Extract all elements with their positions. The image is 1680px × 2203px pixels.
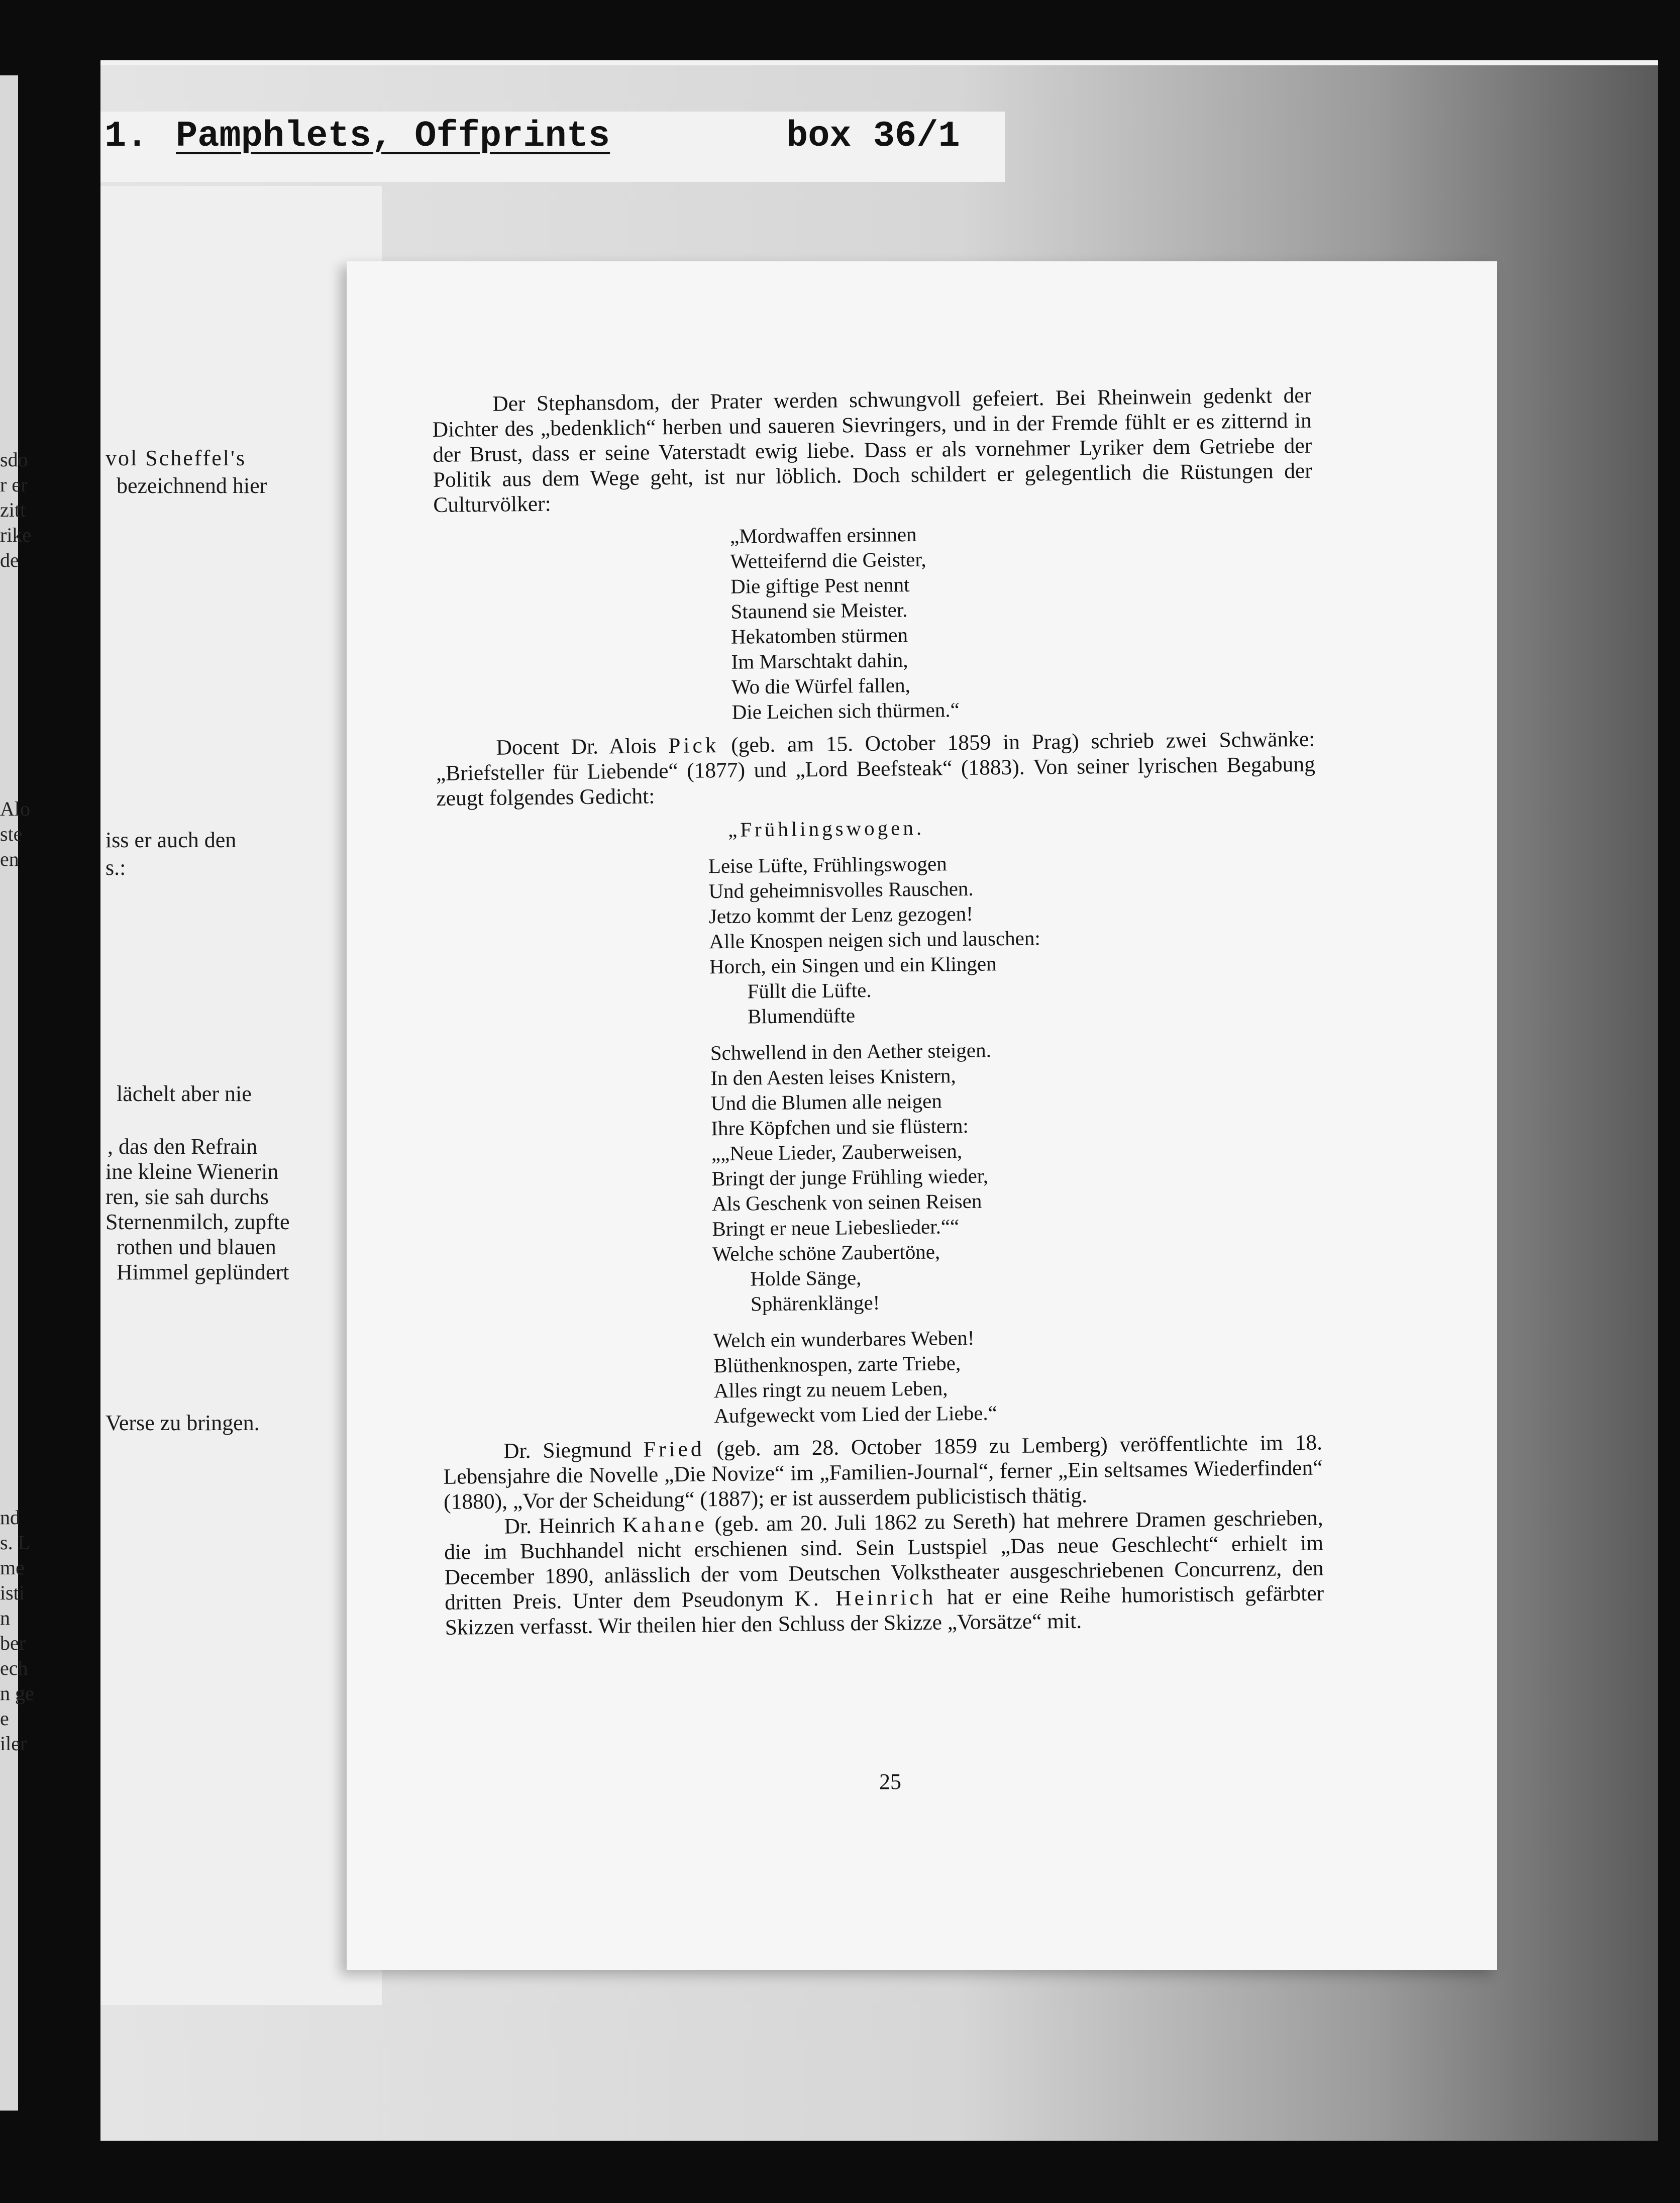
paragraph-text: (geb. am 28. October 1859 zu Lemberg) veröffentlichte im 18. Lebensjahre die Novelle „Die Novize“ im „Familien-Journal“, ferner „Ein seltsames Wiederfinden“ (1880), „Vor der Scheidung“ (1887); er ist ausserdem publicistisch thätig. <box>443 1430 1323 1514</box>
poem-line: „Mordwaffen ersinnen <box>729 522 917 548</box>
poem-line: Und geheimnisvolles Rauschen. <box>708 876 974 903</box>
poem-line: Ihre Köpfchen und sie flüstern: <box>711 1114 969 1140</box>
poem-line: Die giftige Pest nennt <box>730 573 910 598</box>
edge-fragment: isti <box>0 1581 25 1604</box>
page-number: 25 <box>879 1769 901 1794</box>
pseudonym: K. Heinrich <box>794 1585 936 1611</box>
poem-mordwaffen <box>730 518 1315 725</box>
poem-line: Aufgeweckt vom Lied der Liebe.“ <box>714 1401 998 1428</box>
edge-fragment: Alo <box>0 797 30 820</box>
poem-line: Welche schöne Zaubertöne, <box>712 1240 940 1266</box>
paragraph-text: (geb. am 15. October 1859 in Prag) schrieb zwei Schwänke: „Briefsteller für Liebende“ (1877) und „Lord Beefsteak“ (1883). Von seiner lyrischen Begabung zeugt folgendes Gedicht: <box>436 727 1316 811</box>
poem-line: Sphärenklänge! <box>750 1290 880 1316</box>
poem-line: Jetzo kommt der Lenz gezogen! <box>708 902 974 928</box>
poem-line: Bringt der junge Frühling wieder, <box>711 1164 989 1190</box>
paragraph-text: hat er eine Reihe humoristisch gefärbter Skizzen verfasst. Wir theilen hier den Schluss der Skizze „Vorsätze“ mit. <box>445 1581 1324 1640</box>
paragraph-text: Dr. Siegmund <box>503 1437 632 1463</box>
edge-fragment: sdo <box>0 448 28 471</box>
poem-line: Und die Blumen alle neigen <box>710 1089 942 1115</box>
edge-fragment: ste <box>0 823 23 845</box>
edge-fragment: en <box>0 848 19 870</box>
poem-line: Alles ringt zu neuem Leben, <box>713 1376 948 1403</box>
author-name: Fried <box>643 1437 705 1462</box>
paragraph-text: (geb. am 20. Juli 1862 zu Sereth) hat mehrere Dramen geschrieben, die im Buchhandel nicht erschienen sind. Sein Lustspiel „Das neue Geschlecht“ erhielt im December 1890, anlässlich der vom Deutschen Volkstheater ausgeschriebenen Concurrenz, den dritten Preis. Unter dem Pseudonym <box>444 1506 1324 1615</box>
poem-line: „„Neue Lieder, Zauberweisen, <box>711 1139 963 1165</box>
edge-fragment: e <box>0 1707 9 1730</box>
underlying-text-fragment: Sternenmilch, zupfte <box>106 1210 290 1234</box>
poem-line: Hekatomben stürmen <box>730 623 908 648</box>
underlying-text-fragment: , das den Refrain <box>108 1134 258 1159</box>
poem-line: Leise Lüfte, Frühlingswogen <box>708 852 947 878</box>
edge-fragment: s. L <box>0 1531 30 1554</box>
adjacent-page-edge <box>0 75 18 2111</box>
underlying-text-fragment: ine kleine Wienerin <box>106 1159 279 1184</box>
poem-line: Blüthenknospen, zarte Triebe, <box>713 1351 961 1377</box>
poem-line: Bringt er neue Liebeslieder.““ <box>712 1215 960 1241</box>
poem-line: Staunend sie Meister. <box>730 598 908 623</box>
paragraph: Der Stephansdom, der Prater werden schwungvoll gefeiert. Bei Rheinwein gedenkt der Dichter des „bedenklich“ herben und saueren Sievringers, und in der Fremde fühlt er es zitternd in der Brust, dass er seine Vaterstadt ewig liebe. Dass er als vornehmer Lyriker dem Getriebe der Politik aus dem Wege geht, ist nur löblich. Doch schildert er gelegentlich die Rüstungen der Culturvölker: <box>432 383 1312 517</box>
poem-line: Wetteifernd die Geister, <box>730 547 926 573</box>
underlying-text-fragment: rothen und blauen <box>117 1235 276 1259</box>
poem-line: Schwellend in den Aether steigen. <box>710 1038 992 1065</box>
underlying-text-fragment: ren, sie sah durchs <box>106 1184 269 1209</box>
poem-line: Füllt die Lüfte. <box>747 978 872 1003</box>
archive-label-number: 1. <box>104 116 148 157</box>
poem-line: Im Marschtakt dahin, <box>731 648 908 673</box>
poem-line: In den Aesten leises Knistern, <box>710 1064 957 1090</box>
paragraph-kahane <box>444 1506 1324 1640</box>
poem-line: Holde Sänge, <box>750 1266 862 1290</box>
edge-fragment: rike <box>0 524 32 546</box>
edge-fragment: nd <box>0 1506 20 1529</box>
poem-title: „Frühlingswogen. <box>727 816 925 841</box>
edge-fragment: me <box>0 1556 25 1579</box>
underlying-text-fragment: Himmel geplündert <box>117 1260 289 1284</box>
poem-line: Als Geschenk von seinen Reisen <box>711 1189 982 1216</box>
edge-fragment: n ge <box>0 1682 34 1705</box>
underlying-text-fragment: iss er auch den <box>106 828 237 852</box>
archive-label-title: Pamphlets, Offprints <box>176 116 610 157</box>
poem-line: Alle Knospen neigen sich und lauschen: <box>709 926 1040 953</box>
underlying-text-fragment: bezeichnend hier <box>117 473 267 498</box>
poem-line: Horch, ein Singen und ein Klingen <box>709 952 997 978</box>
paragraph-pick <box>436 727 1315 811</box>
edge-fragment: n <box>0 1607 10 1629</box>
underlying-text-fragment: Verse zu bringen. <box>106 1411 260 1435</box>
edge-fragment: r er <box>0 473 28 496</box>
poem-line: Welch ein wunderbares Weben! <box>713 1326 975 1352</box>
underlying-text-fragment: s.: <box>106 855 126 880</box>
poem-line: Blumendüfte <box>747 1004 856 1028</box>
edge-fragment: de <box>0 549 19 571</box>
edge-fragment: ber <box>0 1632 26 1654</box>
paragraph-text: Docent Dr. Alois <box>496 734 657 760</box>
poem-line: Die Leichen sich thürmen.“ <box>731 698 960 724</box>
author-name: Kahane <box>622 1512 708 1538</box>
poem-fruehlingswogen <box>708 811 1322 1429</box>
underlying-text-fragment: vol Scheffel's <box>106 446 247 470</box>
archive-label-box: box 36/1 <box>786 116 960 157</box>
poem-line: Wo die Würfel fallen, <box>731 673 911 698</box>
paragraph-fried <box>443 1430 1323 1515</box>
author-name: Pick <box>668 733 719 758</box>
underlying-text-fragment: lächelt aber nie <box>117 1081 252 1106</box>
page-body <box>432 383 1324 1640</box>
edge-fragment: zitt <box>0 498 26 521</box>
paragraph-text: Dr. Heinrich <box>504 1513 615 1539</box>
edge-fragment: iler <box>0 1732 27 1755</box>
edge-fragment: ech <box>0 1657 28 1679</box>
